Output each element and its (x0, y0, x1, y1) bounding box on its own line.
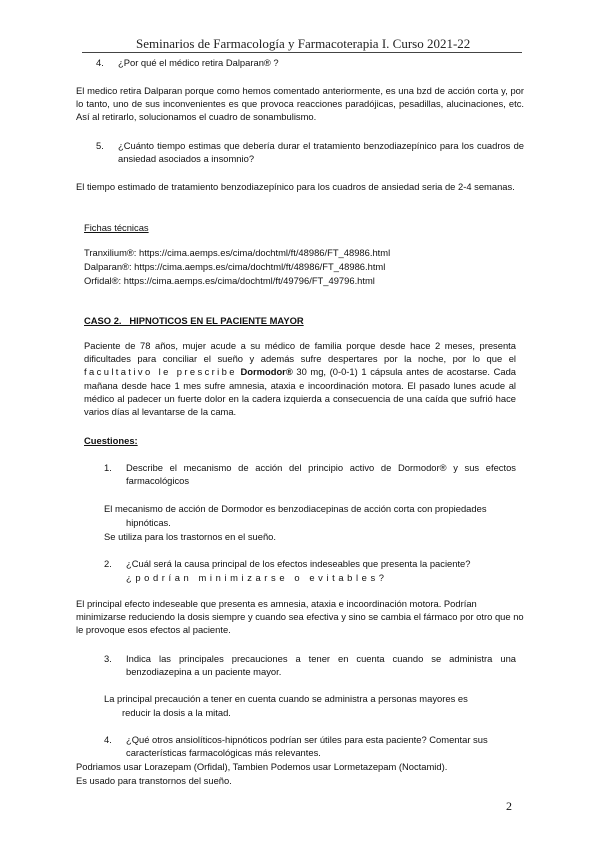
question-5 (96, 139, 524, 165)
cuestion-2-text: ¿Cuál será la causa principal de los efectos indeseables que presenta la paciente? (126, 558, 471, 569)
question-5-number: 5. (96, 140, 104, 151)
respuesta-1-line-3: Se utiliza para los trastornos en el sueño. (104, 531, 276, 542)
fichas-title: Fichas técnicas (84, 222, 149, 233)
case-2-text-1: Paciente de 78 años, mujer acude a su médico de familia porque desde hace 2 meses, presenta dificultades para conciliar el sueño y además sufre despertares por la noche, por lo que el (84, 340, 516, 365)
page-header-title: Seminarios de Farmacología y Farmacoterapia I. Curso 2021-22 (136, 36, 471, 51)
case-2-drug-name: Dormodor® (240, 366, 293, 378)
ficha-link-tranxilium[interactable]: Tranxilium®: https://cima.aemps.es/cima/dochtml/ft/48986/FT_48986.html (84, 247, 391, 258)
cuestion-4 (104, 733, 516, 759)
cuestion-3-text: Indica las principales precauciones a tener en cuenta cuando se administra una benzodiazepina a un paciente mayor. (126, 653, 516, 678)
cuestion-1-number: 1. (104, 462, 112, 473)
cuestiones-title: Cuestiones: (84, 435, 138, 446)
case-2-dose: 30 mg, (0-0-1) 1 cápsula (296, 366, 403, 378)
case-2-text-facultativo: facultativo le prescribe (84, 366, 237, 378)
cuestion-3-number: 3. (104, 653, 112, 664)
respuesta-2: El principal efecto indeseable que presenta es amnesia, ataxia e incoordinación motora. Podrían minimizarse reduciendo la dosis siempre y cuando sea efectiva y sino se cambia el fármaco por otro que no le provoque esos efectos al paciente. (76, 598, 524, 636)
page-number: 2 (506, 799, 512, 813)
case-2-paragraph (84, 339, 516, 418)
cuestion-2 (104, 557, 516, 570)
cuestion-1 (104, 461, 516, 487)
header-rule (82, 52, 522, 53)
ficha-link-orfidal[interactable]: Orfidal®: https://cima.aemps.es/cima/dochtml/ft/49796/FT_49796.html (84, 275, 375, 286)
respuesta-4-line-1: Podriamos usar Lorazepam (Orfidal), Tambien Podemos usar Lormetazepam (Noctamid). (76, 761, 448, 772)
answer-4: El medico retira Dalparan porque como hemos comentado anteriormente, es una bzd de acción corta y, por lo tanto, uno de sus inconvenientes es que provoca reacciones paradójicas, pesadillas, alucinaciones, etc. Así al retirarlo, solucionamos el cuadro de sonambulismo. (76, 85, 524, 123)
cuestion-1-text: Describe el mecanismo de acción del principio activo de Dormodor® y sus efectos farmacológicos (126, 462, 516, 487)
question-4-text: ¿Por qué el médico retira Dalparan® ? (118, 57, 279, 68)
answer-5: El tiempo estimado de tratamiento benzodiazepínico para los cuadros de ansiedad seria de 2-4 semanas. (76, 181, 515, 192)
question-4 (96, 56, 279, 69)
question-5-text: ¿Cuánto tiempo estimas que debería durar el tratamiento benzodiazepínico para los cuadros de ansiedad asociados a insomnio? (118, 140, 524, 165)
cuestion-2-number: 2. (104, 558, 112, 569)
respuesta-1-line-2: hipnóticas. (126, 517, 171, 528)
cuestion-2-text-line-2: ¿podrían minimizarse o evitables? (126, 572, 388, 583)
case-2-title: CASO 2. HIPNOTICOS EN EL PACIENTE MAYOR (84, 315, 304, 326)
cuestion-3 (104, 652, 516, 678)
respuesta-3-line-1: La principal precaución a tener en cuenta cuando se administra a personas mayores es (104, 693, 468, 704)
cuestion-4-text: ¿Qué otros ansiolíticos-hipnóticos podrían ser útiles para esta paciente? Comentar sus características farmacológicas más relevantes. (126, 734, 488, 759)
respuesta-4-line-2: Es usado para transtornos del sueño. (76, 775, 232, 786)
cuestion-4-number: 4. (104, 734, 112, 745)
question-4-number: 4. (96, 57, 104, 68)
respuesta-3-line-2: reducir la dosis a la mitad. (122, 707, 231, 718)
case-2-text-2: antes de acostarse. Cada mañana desde hace 1 mes sufre amnesia, ataxia e incoordinación motora. El pasado lunes acude al médico al padecer un fuerte dolor en la cadera izquierda a consecuencia de una caída que sufrió hace varios días al levantarse de la cama. (84, 366, 517, 418)
respuesta-1-line-1: El mecanismo de acción de Dormodor es benzodiacepinas de acción corta con propiedades (104, 503, 487, 514)
ficha-link-dalparan[interactable]: Dalparan®: https://cima.aemps.es/cima/dochtml/ft/48986/FT_48986.html (84, 261, 386, 272)
